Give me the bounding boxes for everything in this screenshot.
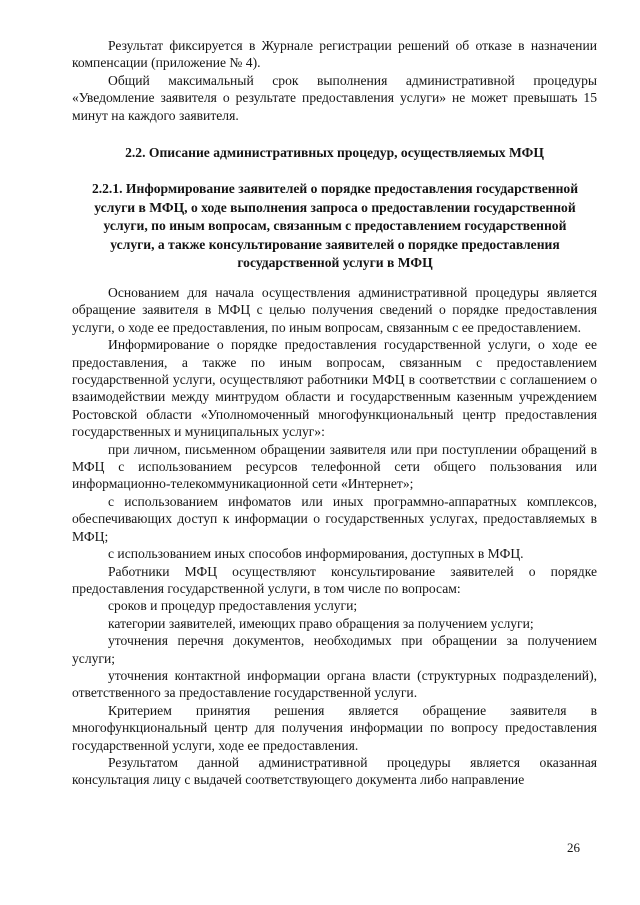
paragraph: Результатом данной административной процедуры является оказанная консультация лицу с выдачей соответствующего документа либо направление	[72, 754, 597, 788]
paragraph: Информирование о порядке предоставления государственной услуги, о ходе ее предоставления, а также по иным вопросам, связанным с предоставлением государственной услуги, осуществляют работники МФЦ в соответствии с соглашением о взаимодействии между минтрудом области и государственным казенным учреждением Ростовской области «Уполномоченный многофункциональный центр предоставления государственных и муниципальных услуг»:	[72, 337, 597, 440]
paragraph: Общий максимальный срок выполнения административной процедуры «Уведомление заявителя о результате предоставления услуги» не может превышать 15 минут на каждого заявителя.	[72, 72, 597, 123]
paragraph: уточнения контактной информации органа власти (структурных подразделений), ответственного за предоставление государственной услуги.	[72, 667, 597, 701]
page-number: 26	[567, 840, 580, 855]
paragraph: Работники МФЦ осуществляют консультирование заявителей о порядке предоставления государственной услуги, в том числе по вопросам:	[72, 563, 597, 596]
paragraph: категории заявителей, имеющих право обращения за получением услуги;	[108, 615, 534, 631]
paragraph: Основанием для начала осуществления административной процедуры является обращение заявителя в МФЦ с целью получения сведений о порядке предоставления услуги, о ходе ее предоставления, по иным вопросам, связанным с ее предоставлением.	[72, 285, 597, 335]
paragraph: при личном, письменном обращении заявителя или при поступлении обращений в МФЦ с использованием ресурсов телефонной сети общего пользования или информационно-телекоммуникационной сети «Интернет»;	[72, 441, 597, 492]
body-text-block	[72, 284, 597, 789]
paragraph: сроков и процедур предоставления услуги;	[108, 598, 358, 614]
top-text-block	[72, 37, 597, 124]
paragraph: Результат фиксируется в Журнале регистрации решений об отказе в назначении компенсации (приложение № 4).	[72, 38, 597, 71]
section-heading: 2.2. Описание административных процедур, осуществляемых МФЦ	[125, 145, 544, 160]
paragraph: Критерием принятия решения является обращение заявителя в многофункциональный центр для получения информации по вопросу предоставления государственной услуги, ходе ее предоставления.	[72, 702, 597, 753]
subsection-heading: 2.2.1. Информирование заявителей о порядке предоставления государственной услуги в МФЦ, о ходе выполнения запроса о предоставлении государственной услуги, по иным вопросам, связанным с предоставлением государственной услуги, а также консультирование заявителей о порядке предоставления государственной услуги в МФЦ	[91, 181, 579, 270]
paragraph: уточнения перечня документов, необходимых при обращении за получением услуги;	[72, 633, 597, 666]
paragraph: с использованием иных способов информирования, доступных в МФЦ.	[108, 546, 524, 562]
paragraph: с использованием инфоматов или иных программно-аппаратных комплексов, обеспечивающих доступ к информации о государственных услугах, предоставляемых в МФЦ;	[72, 493, 597, 544]
